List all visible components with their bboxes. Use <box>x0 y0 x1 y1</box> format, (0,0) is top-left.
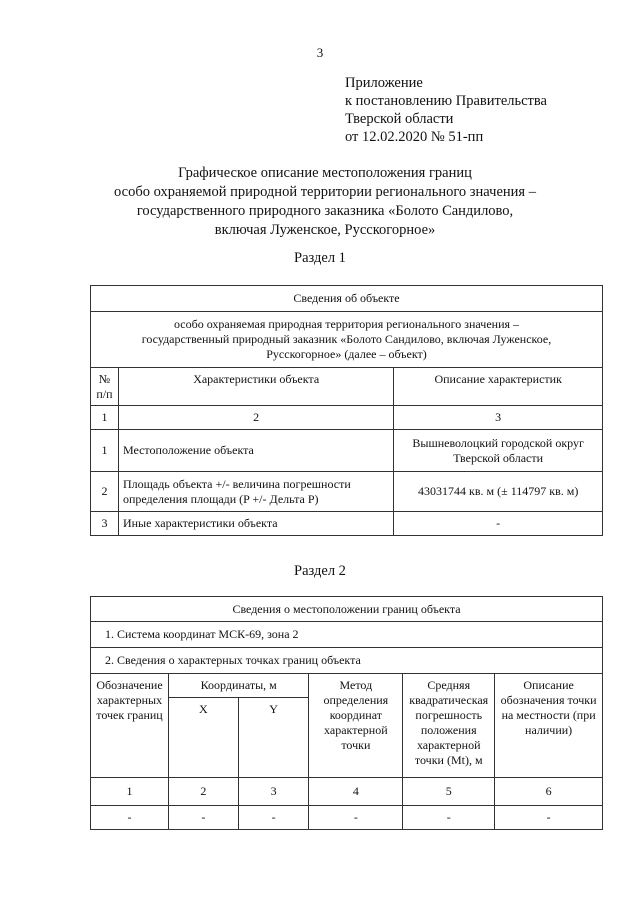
row-num: 1 <box>91 430 119 472</box>
object-line: Русскогорное» (далее – объект) <box>266 347 427 361</box>
row-characteristic: Площадь объекта +/- величина погрешности определения площади (P +/- Дельта P) <box>118 472 393 512</box>
table-title: Сведения об объекте <box>91 286 603 312</box>
table-row <box>91 472 603 512</box>
col-header-num: № п/п <box>91 368 119 406</box>
document-title <box>60 164 590 240</box>
object-description <box>91 312 603 368</box>
title-line: особо охраняемой природной территории регионального значения – <box>114 184 536 200</box>
object-info-table <box>90 285 603 536</box>
col-index: 5 <box>403 778 495 806</box>
col-header-error: Средняя квадратическая погрешность положения характерной точки (Mt), м <box>403 674 495 778</box>
cell-error: - <box>403 806 495 830</box>
row-num: 2 <box>91 472 119 512</box>
col-index: 4 <box>309 778 403 806</box>
col-index: 3 <box>238 778 309 806</box>
title-line: Графическое описание местоположения границ <box>178 165 472 181</box>
row-description: - <box>394 512 603 536</box>
appendix-line: от 12.02.2020 № 51-пп <box>345 129 484 145</box>
table-title: Сведения о местоположении границ объекта <box>91 597 603 622</box>
col-header-characteristics: Характеристики объекта <box>118 368 393 406</box>
table-row <box>91 430 603 472</box>
appendix-line: Тверской области <box>345 111 454 127</box>
col-index: 2 <box>118 406 393 430</box>
page-number: 3 <box>316 45 324 60</box>
table-row <box>91 806 603 830</box>
col-index: 1 <box>91 778 169 806</box>
row-description: 43031744 кв. м (± 114797 кв. м) <box>394 472 603 512</box>
col-header-method: Метод определения координат характерной точки <box>309 674 403 778</box>
row-characteristic: Местоположение объекта <box>118 430 393 472</box>
appendix-block <box>345 74 547 146</box>
col-index: 2 <box>168 778 238 806</box>
cell-point: - <box>91 806 169 830</box>
section2-heading: Раздел 2 <box>294 563 346 579</box>
cell-x: - <box>168 806 238 830</box>
row-description: Вышневолоцкий городской округ Тверской области <box>394 430 603 472</box>
col-index: 6 <box>495 778 603 806</box>
col-index: 3 <box>394 406 603 430</box>
object-line: особо охраняемая природная территория регионального значения – <box>173 317 520 331</box>
col-header-point: Обозначение характерных точек границ <box>91 674 169 778</box>
title-line: государственного природного заказника «Болото Сандилово, <box>136 203 514 219</box>
cell-method: - <box>309 806 403 830</box>
row-num: 3 <box>91 512 119 536</box>
table-row <box>91 512 603 536</box>
title-line: включая Луженское, Русскогорное» <box>214 222 436 238</box>
row-characteristic: Иные характеристики объекта <box>118 512 393 536</box>
appendix-line: к постановлению Правительства <box>345 93 547 109</box>
section1-heading: Раздел 1 <box>294 250 346 266</box>
cell-y: - <box>238 806 309 830</box>
col-index: 1 <box>91 406 119 430</box>
col-header-x: X <box>168 698 238 778</box>
col-header-description: Описание характеристик <box>394 368 603 406</box>
col-header-coordinates: Координаты, м <box>168 674 308 698</box>
cell-marking: - <box>495 806 603 830</box>
col-header-y: Y <box>238 698 309 778</box>
boundary-info-table <box>90 596 603 830</box>
appendix-line: Приложение <box>345 75 423 91</box>
points-heading: 2. Сведения о характерных точках границ объекта <box>91 648 603 674</box>
coordinate-system: 1. Система координат МСК-69, зона 2 <box>91 622 603 648</box>
col-header-marking: Описание обозначения точки на местности (при наличии) <box>495 674 603 778</box>
object-line: государственный природный заказник «Болото Сандилово, включая Луженское, <box>141 332 552 346</box>
